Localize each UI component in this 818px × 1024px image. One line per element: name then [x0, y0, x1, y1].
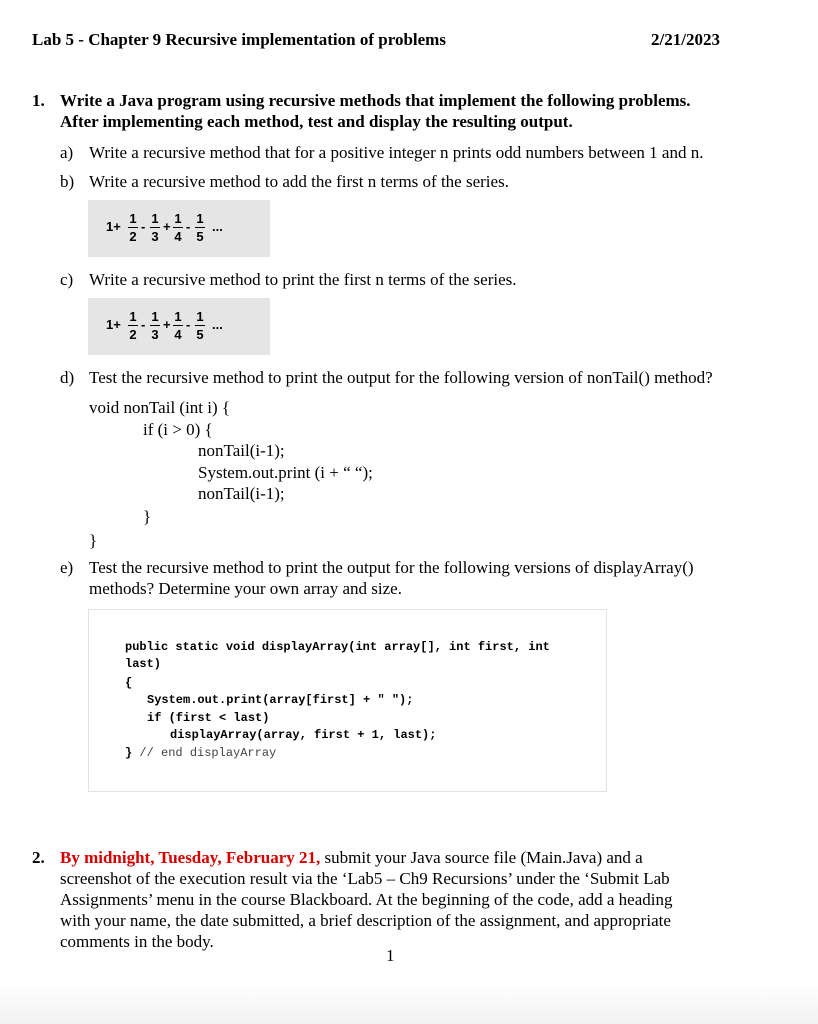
denominator: 3 [151, 229, 159, 244]
document-title: Lab 5 - Chapter 9 Recursive implementation of problems [32, 30, 446, 49]
fraction-bar [128, 227, 138, 228]
item-c-text: Write a recursive method to print the first n terms of the series. [89, 270, 517, 289]
page-bottom-edge [0, 982, 818, 1024]
fraction-bar [173, 325, 183, 326]
sign: - [186, 317, 191, 332]
question-2-number: 2. [32, 848, 45, 867]
fraction-bar [128, 325, 138, 326]
denominator: 5 [196, 327, 204, 342]
numerator: 1 [174, 211, 182, 226]
series-lead: 1+ [106, 317, 121, 332]
numerator: 1 [151, 211, 159, 226]
item-a-label: a) [60, 143, 74, 162]
numerator: 1 [196, 211, 204, 226]
item-a-text: Write a recursive method that for a positive integer n prints odd numbers between 1 and n. [89, 143, 704, 162]
deadline-text: By midnight, Tuesday, February 21, [60, 848, 321, 867]
numerator: 1 [174, 309, 182, 324]
item-c-label: c) [60, 270, 74, 289]
denominator: 3 [151, 327, 159, 342]
code-line-7 [125, 746, 276, 760]
code-line-6: displayArray(array, first + 1, last); [170, 728, 437, 742]
item-e-text-line-1: Test the recursive method to print the output for the following versions of displayArray() [89, 558, 694, 577]
fraction-bar [150, 325, 160, 326]
nontail-line-6: } [143, 507, 152, 526]
question-2-line-1 [60, 848, 643, 868]
sign: + [163, 317, 171, 332]
code-closing-brace: } [125, 746, 140, 760]
nontail-line-2: if (i > 0) { [143, 420, 213, 439]
denominator: 2 [129, 229, 137, 244]
denominator: 4 [174, 229, 182, 244]
sign: + [163, 219, 171, 234]
code-line-3: { [125, 676, 133, 690]
code-line-5: if (first < last) [147, 711, 270, 725]
series-formula-c [88, 298, 270, 355]
question-1-line-1: Write a Java program using recursive methods that implement the following problems. [60, 91, 691, 110]
ellipsis: ... [212, 317, 223, 332]
item-e-text-line-2: methods? Determine your own array and size. [89, 579, 402, 598]
series-lead: 1+ [106, 219, 121, 234]
sign: - [186, 219, 191, 234]
nontail-line-4: System.out.print (i + “ “); [198, 463, 373, 482]
denominator: 4 [174, 327, 182, 342]
item-e-label: e) [60, 558, 74, 577]
item-d-text: Test the recursive method to print the output for the following version of nonTail() method? [89, 368, 713, 387]
fraction-bar [195, 227, 205, 228]
display-array-code-image [88, 609, 607, 792]
code-line-4: System.out.print(array[first] + " "); [147, 693, 414, 707]
item-d-label: d) [60, 368, 75, 387]
fraction-bar [173, 227, 183, 228]
nontail-line-7: } [89, 531, 98, 550]
question-2-line-4: with your name, the date submitted, a brief description of the assignment, and appropriate [60, 911, 671, 930]
question-2-line-5: comments in the body. [60, 932, 214, 951]
document-date: 2/21/2023 [651, 30, 720, 49]
code-comment: // end displayArray [139, 746, 277, 760]
numerator: 1 [151, 309, 159, 324]
nontail-line-1: void nonTail (int i) { [89, 398, 231, 417]
numerator: 1 [129, 309, 137, 324]
nontail-line-5: nonTail(i-1); [198, 484, 285, 503]
code-line-2: last) [125, 657, 162, 671]
question-1-line-2: After implementing each method, test and display the resulting output. [60, 112, 573, 131]
nontail-line-3: nonTail(i-1); [198, 441, 285, 460]
numerator: 1 [196, 309, 204, 324]
code-line-1: public static void displayArray(int array[], int first, int [125, 640, 550, 654]
question-2-line-3: Assignments’ menu in the course Blackboard. At the beginning of the code, add a heading [60, 890, 673, 909]
item-b-label: b) [60, 172, 75, 191]
denominator: 5 [196, 229, 204, 244]
ellipsis: ... [212, 219, 223, 234]
item-b-text: Write a recursive method to add the first n terms of the series. [89, 172, 509, 191]
series-formula-b [88, 200, 270, 257]
question-2-line-2: screenshot of the execution result via the ‘Lab5 – Ch9 Recursions’ under the ‘Submit Lab [60, 869, 670, 888]
numerator: 1 [129, 211, 137, 226]
fraction-bar [195, 325, 205, 326]
page-number: 1 [386, 946, 395, 965]
fraction-bar [150, 227, 160, 228]
sign: - [141, 317, 146, 332]
question-1-number: 1. [32, 91, 45, 110]
denominator: 2 [129, 327, 137, 342]
sign: - [141, 219, 146, 234]
question-2-line-1-rest: submit your Java source file (Main.Java) and a [320, 848, 643, 867]
